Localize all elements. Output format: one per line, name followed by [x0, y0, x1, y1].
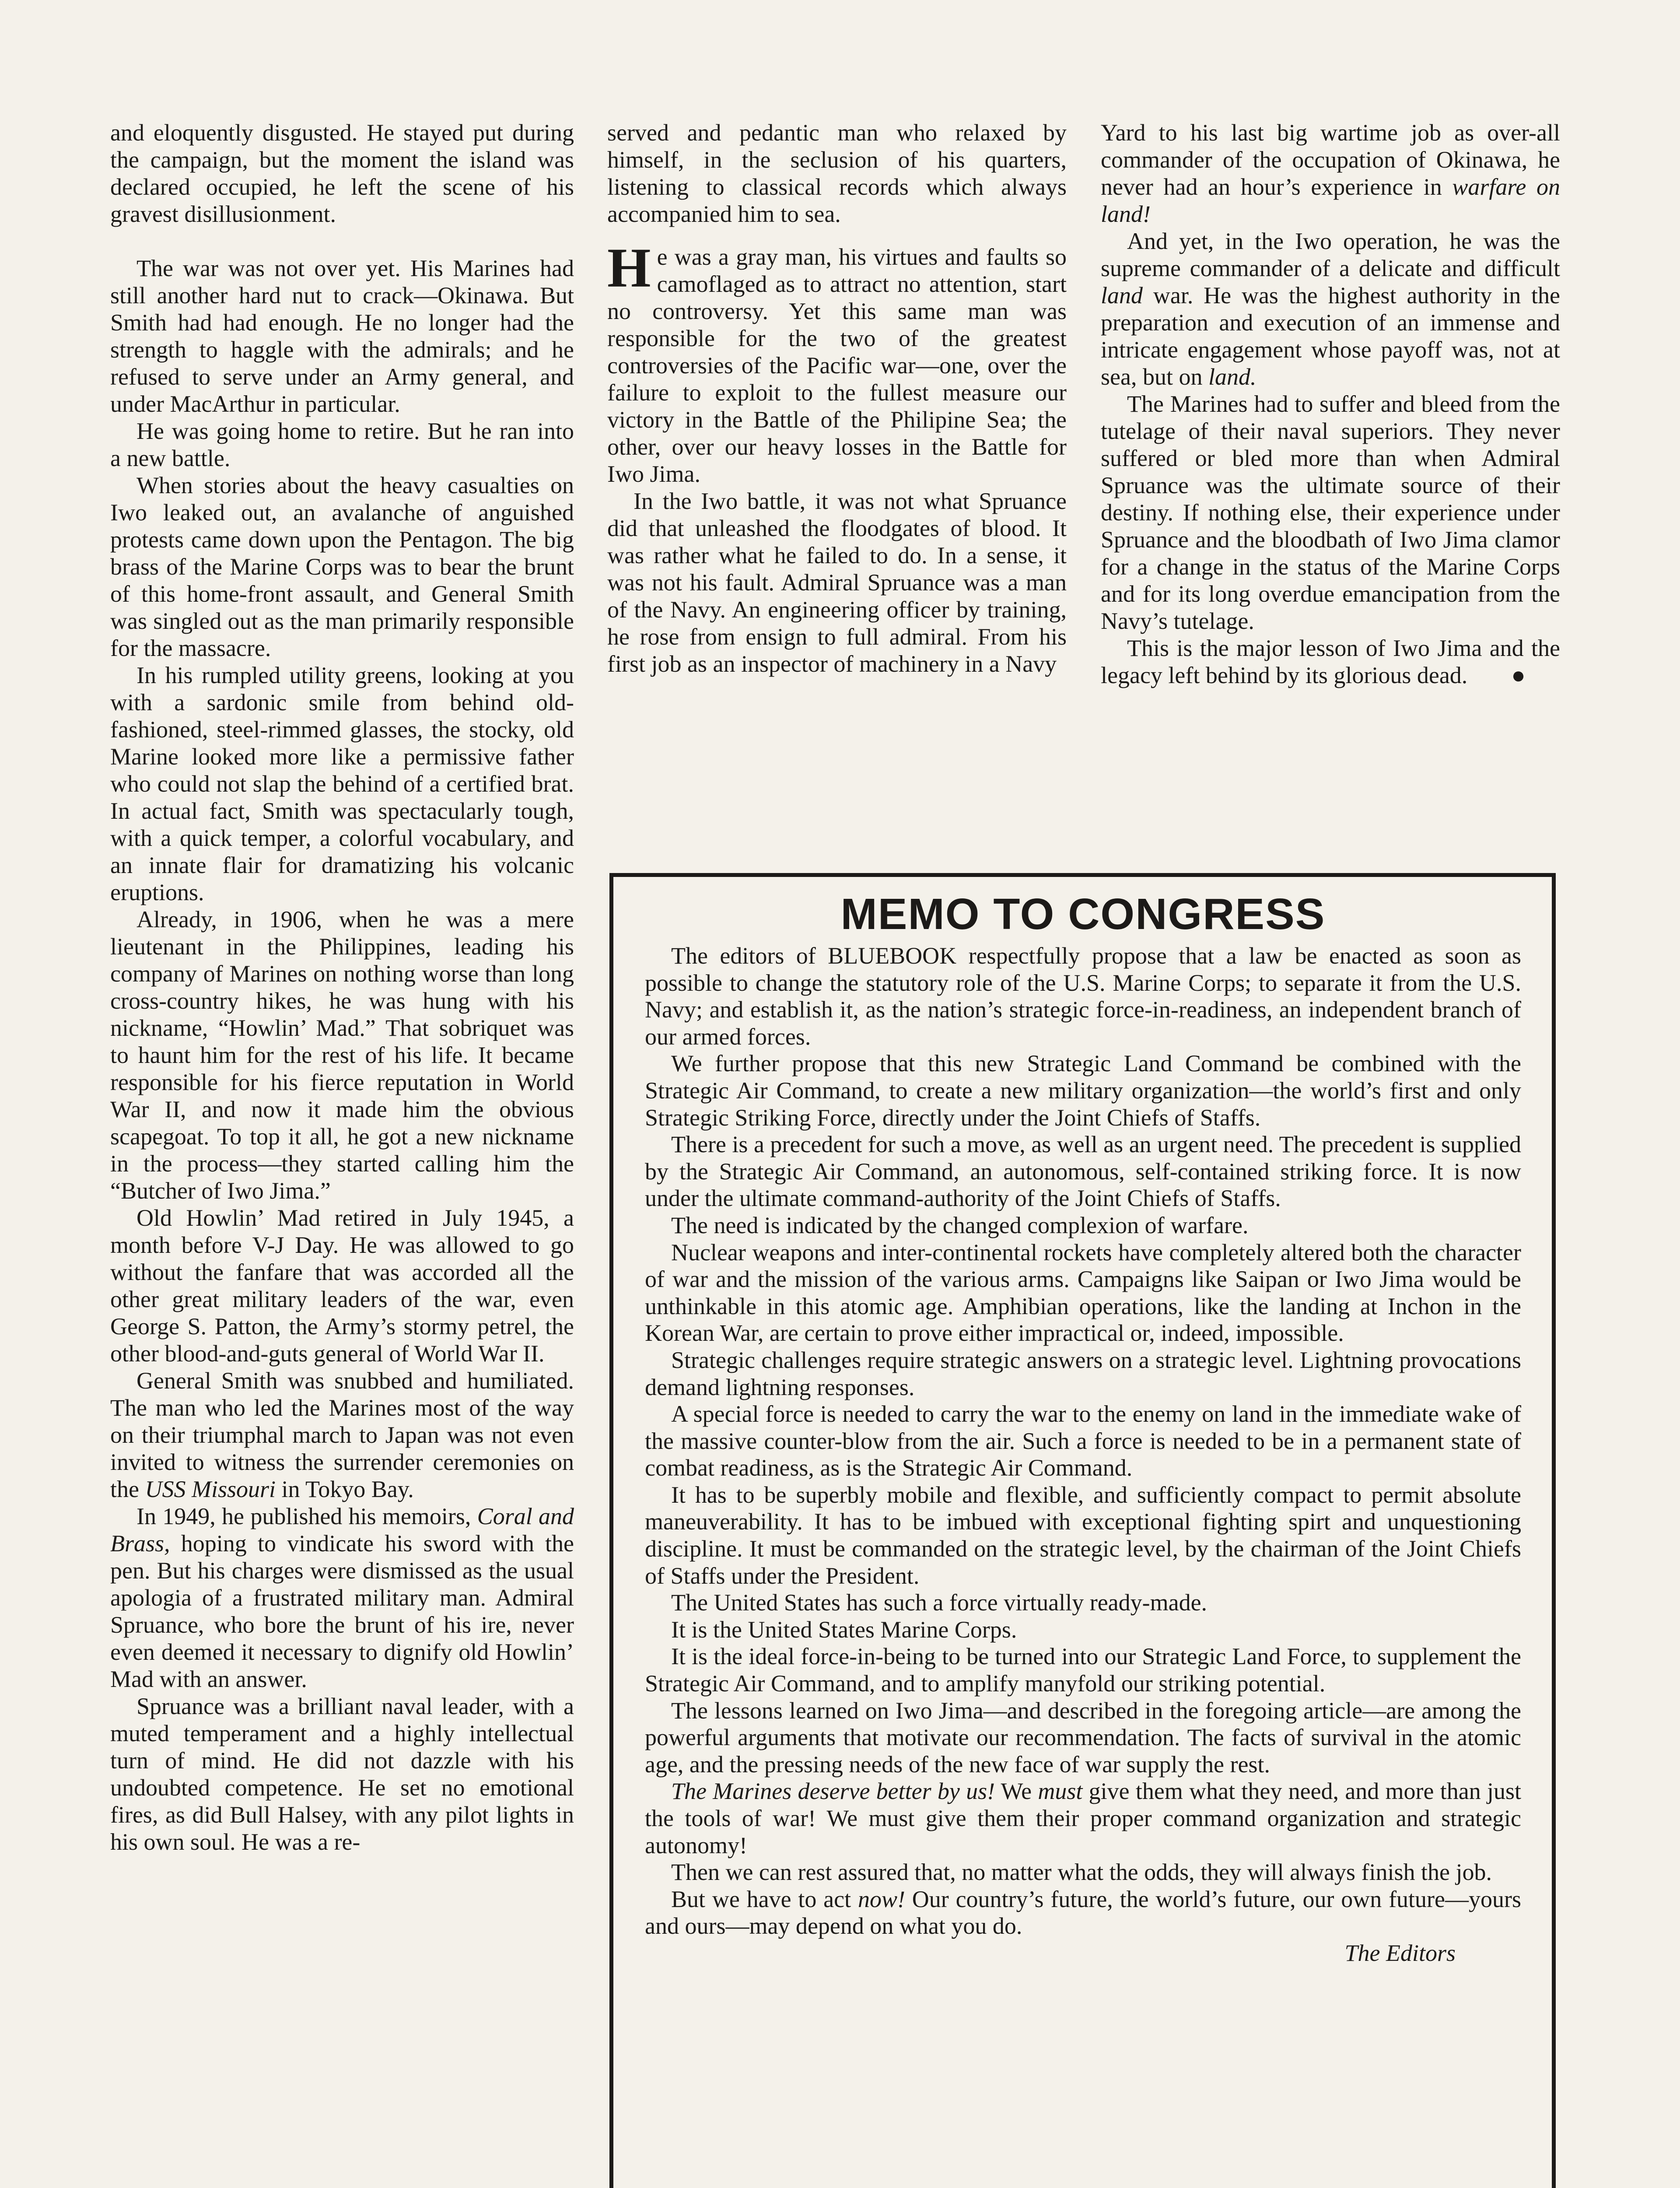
- memo-title: MEMO TO CONGRESS: [840, 890, 1326, 939]
- article-paragraph: [1101, 119, 1560, 228]
- memo-paragraph: It has to be superbly mobile and flexible, and sufficiently compact to permit absolute maneuverability. It has to be imbued with exceptional fighting spirt and unquestioning discipline. It must be commanded on the strategic level, by the chairman of the Joint Chiefs of Staffs under the President.: [645, 1481, 1521, 1589]
- emphasis: The Marines deserve better by us!: [671, 1778, 995, 1805]
- emphasis: now!: [858, 1886, 905, 1912]
- emphasis: land: [1101, 282, 1143, 309]
- article-paragraph: The war was not over yet. His Marines had still another hard nut to crack—Okinawa. But Smith had had enough. He no longer had the strength to haggle with the admirals; and he refused to serve under an Army general, and under MacArthur in particular.: [110, 255, 574, 417]
- emphasis: land.: [1208, 364, 1256, 390]
- emphasis: must: [1038, 1778, 1083, 1805]
- memo-text: But we have to act: [671, 1886, 851, 1912]
- memo-body: [645, 943, 1521, 1967]
- memo-paragraph: The need is indicated by the changed complexion of warfare.: [671, 1212, 1249, 1238]
- emphasis: warfare on land!: [1101, 174, 1561, 227]
- memo-paragraph: There is a precedent for such a move, as well as an urgent need. The precedent is supplied by the Strategic Air Command, an autonomous, self-contained striking force. It is now under the ultimate command-authority of the Joint Chiefs of Staffs.: [645, 1131, 1521, 1212]
- memo-paragraph: It is the United States Marine Corps.: [671, 1616, 1017, 1643]
- memo-signature: The Editors: [1344, 1939, 1456, 1966]
- article-paragraph: In his rumpled utility greens, looking at you with a sardonic smile from behind old-fashioned, steel-rimmed glasses, the stocky, old Marine looked more like a permissive father who could not slap the behind of a certified brat. In actual fact, Smith was spectacularly tough, with a quick temper, a colorful vocabulary, and an innate flair for dramatizing his volcanic eruptions.: [110, 662, 574, 905]
- article-column-1: [110, 119, 574, 1855]
- memo-paragraph: Nuclear weapons and inter-continental rockets have completely altered both the character of war and the mission of the various arms. Campaigns like Saipan or Iwo Jima would be unthinkable in this atomic age. Amphibian operations, like the landing at Inchon in the Korean War, are certain to prove either impractical or, indeed, impossible.: [645, 1239, 1521, 1346]
- article-column-2: [607, 119, 1067, 677]
- article-column-3: [1101, 119, 1560, 689]
- memo-text: We: [1001, 1778, 1032, 1805]
- memo-paragraph: [645, 1886, 1521, 1940]
- memo-paragraph: Then we can rest assured that, no matter what the odds, they will always finish the job.: [671, 1859, 1492, 1886]
- ship-name: USS Missouri: [145, 1476, 276, 1502]
- article-paragraph: [607, 237, 1067, 487]
- article-paragraph: The Marines had to suffer and bleed from the tutelage of their naval superiors. They never suffered or bled more than when Admiral Spruance was the ultimate source of their destiny. If nothing else, their experience under Spruance and the bloodbath of Iwo Jima clamor for a change in the status of the Marine Corps and for its long overdue emancipation from the Navy’s tutelage.: [1101, 391, 1560, 634]
- article-text: e was a gray man, his virtues and faults so camoflaged as to attract no attention, start no controversy. Yet this same man was responsible for the two of the greatest controversies of the Pacific war—one, over the failure to exploit to the fullest measure our victory in the Battle of the Philipine Sea; the other, over our heavy losses in the Battle for Iwo Jima.: [607, 244, 1067, 487]
- memo-paragraph: A special force is needed to carry the war to the enemy on land in the immediate wake of the massive counter-blow from the air. Such a force is needed to be in a permanent state of combat readiness, as is the Strategic Air Command.: [645, 1401, 1521, 1481]
- memo-paragraph: [645, 1778, 1521, 1859]
- drop-cap: H: [607, 237, 651, 299]
- article-text: Yard to his last big wartime job as over-all commander of the occupation of Okinawa, he never had an hour’s experience in: [1101, 119, 1560, 200]
- memo-paragraph: The lessons learned on Iwo Jima—and described in the foregoing article—are among the powerful arguments that motivate our recommendation. The facts of survival in the atomic age, and the pressing needs of the new face of war supply the rest.: [645, 1697, 1521, 1778]
- article-paragraph: Already, in 1906, when he was a mere lieutenant in the Philippines, leading his company of Marines on nothing worse than long cross-country hikes, he was hung with his nickname, “Howlin’ Mad.” That sobriquet was to haunt him for the rest of his life. It became responsible for his fierce reputation in World War II, and now it made him the obvious scapegoat. To top it all, he got a new nickname in the process—they started calling him the “Butcher of Iwo Jima.”: [110, 906, 574, 1204]
- article-paragraph: When stories about the heavy casualties on Iwo leaked out, an avalanche of anguished protests came down upon the Pentagon. The big brass of the Marine Corps was to bear the brunt of this home-front assault, and General Smith was singled out as the man primarily responsible for the massacre.: [110, 472, 574, 661]
- memo-paragraph: The editors of BLUEBOOK respectfully propose that a law be enacted as soon as possible to change the statutory role of the U.S. Marine Corps; to separate it from the U.S. Navy; and establish it, as the nation’s strategic force-in-readiness, an independent branch of our armed forces.: [645, 943, 1521, 1050]
- memo-box: [609, 873, 1556, 2188]
- article-text: war. He was the highest authority in the preparation and execution of an immense and intricate engagement whose payoff was, not at sea, but on: [1101, 282, 1561, 390]
- article-paragraph: Spruance was a brilliant naval leader, with a muted temperament and a highly intellectual turn of mind. He did not dazzle with his undoubted competence. He set no emotional fires, as did Bull Halsey, with any pilot lights in his own soul. He was a re-: [110, 1693, 574, 1855]
- article-text: In 1949, he published his memoirs,: [136, 1503, 471, 1529]
- article-paragraph: [110, 1503, 574, 1693]
- article-text: This is the major lesson of Iwo Jima and the legacy left behind by its glorious dead.: [1101, 635, 1560, 688]
- end-mark-icon: ●: [1511, 662, 1526, 688]
- article-paragraph: He was going home to retire. But he ran into a new battle.: [110, 418, 574, 471]
- article-text: in Tokyo Bay.: [281, 1476, 414, 1502]
- memo-paragraph: The United States has such a force virtually ready-made.: [671, 1589, 1208, 1616]
- article-paragraph: Old Howlin’ Mad retired in July 1945, a month before V-J Day. He was allowed to go without the fanfare that was accorded all the other great military leaders of the war, even George S. Patton, the Army’s stormy petrel, the other blood-and-guts general of World War II.: [110, 1205, 574, 1367]
- article-paragraph: and eloquently disgusted. He stayed put during the campaign, but the moment the island was declared occupied, he left the scene of his gravest disillusionment.: [110, 119, 574, 227]
- memo-paragraph: We further propose that this new Strategic Land Command be combined with the Strategic Air Command, to create a new military organization—the world’s first and only Strategic Striking Force, directly under the Joint Chiefs of Staffs.: [645, 1050, 1521, 1131]
- article-text: hoping to vindicate his sword with the pen. But his charges were dismissed as the usual apologia of a frustrated military man. Admiral Spruance, who bore the brunt of his ire, never even deemed it necessary to dignify old Howlin’ Mad with an answer.: [110, 1530, 574, 1692]
- article-text: General Smith was snubbed and humiliated. The man who led the Marines most of the way on their triumphal march to Japan was not even invited to witness the surrender ceremonies on the: [110, 1368, 574, 1502]
- article-paragraph: In the Iwo battle, it was not what Spruance did that unleashed the floodgates of blood. It was rather what he failed to do. In a sense, it was not his fault. Admiral Spruance was a man of the Navy. An engineering officer by training, he rose from ensign to full admiral. From his first job as an inspector of machinery in a Navy: [607, 488, 1067, 677]
- article-text: And yet, in the Iwo operation, he was the supreme commander of a delicate and difficult: [1101, 228, 1560, 281]
- memo-text: give them what they need, and more than just the tools of war! We must give them their proper command organization and strategic autonomy!: [645, 1778, 1522, 1858]
- article-paragraph: served and pedantic man who relaxed by himself, in the seclusion of his quarters, listening to classical records which always accompanied him to sea.: [607, 119, 1067, 227]
- article-paragraph: [1101, 228, 1560, 390]
- article-paragraph: [1101, 635, 1560, 689]
- memo-paragraph: It is the ideal force-in-being to be turned into our Strategic Land Force, to supplement the Strategic Air Command, and to amplify manyfold our striking potential.: [645, 1643, 1521, 1697]
- article-paragraph: [110, 1367, 574, 1503]
- memo-paragraph: Strategic challenges require strategic answers on a strategic level. Lightning provocations demand lightning responses.: [645, 1346, 1521, 1400]
- memo-text: Our country’s future, the world’s future, our own future—yours and ours—may depend on what you do.: [645, 1886, 1522, 1939]
- book-title: Coral and Brass,: [110, 1503, 574, 1557]
